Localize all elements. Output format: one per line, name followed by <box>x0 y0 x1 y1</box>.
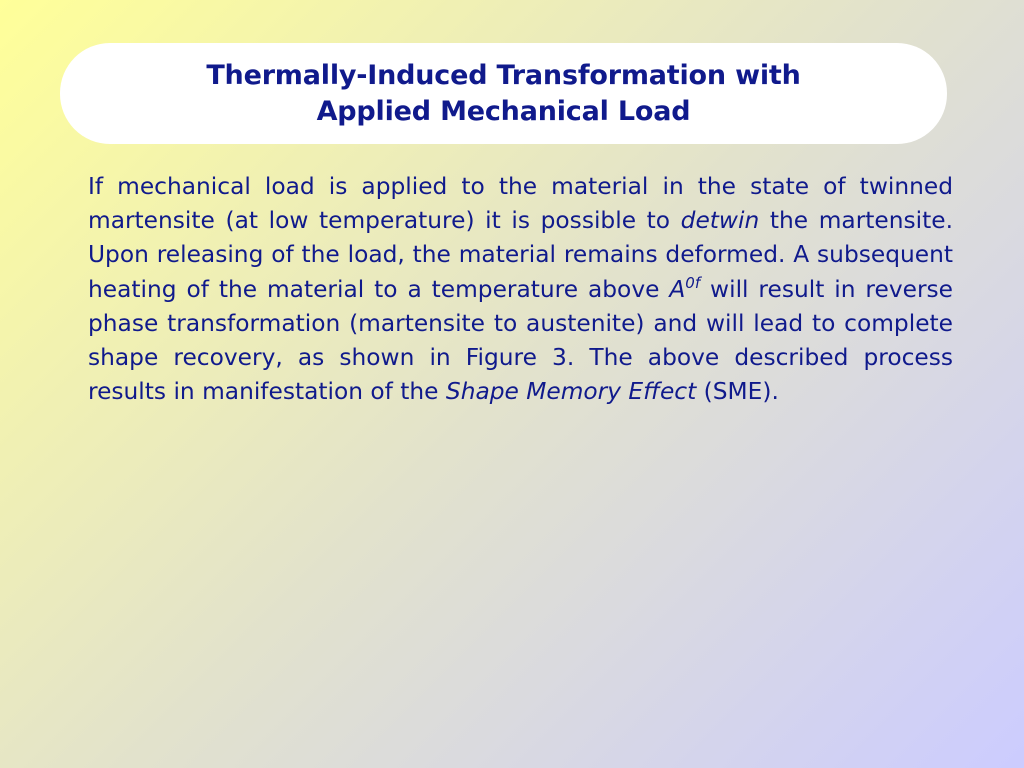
body-text-part-2: the martensite. Upon releasing of the load, the material remains deformed. A subsequent heating of the material to a temperature above <box>88 207 953 303</box>
body-text-part-1: If mechanical load is applied to the material in the state of twinned martensite (at low temperature) it is possible to <box>88 173 953 235</box>
symbol-superscript: 0f <box>685 273 701 292</box>
slide-title-line-2: Applied Mechanical Load <box>316 95 691 127</box>
title-box <box>60 43 947 144</box>
symbol-base: A <box>669 275 686 303</box>
emphasis-detwin: detwin <box>680 207 760 235</box>
emphasis-shape-memory-effect: Shape Memory Effect <box>445 378 697 406</box>
slide-title-line-1: Thermally-Induced Transformation with <box>206 59 801 91</box>
body-text-part-3: will result in reverse phase transformation (martensite to austenite) and will lead to complete shape recovery, as shown in Figure 3. The above described process results in manifestation of the <box>88 275 953 406</box>
body-text-part-4: (SME). <box>696 378 779 406</box>
body-paragraph <box>88 170 953 409</box>
symbol-a0f <box>669 273 701 303</box>
